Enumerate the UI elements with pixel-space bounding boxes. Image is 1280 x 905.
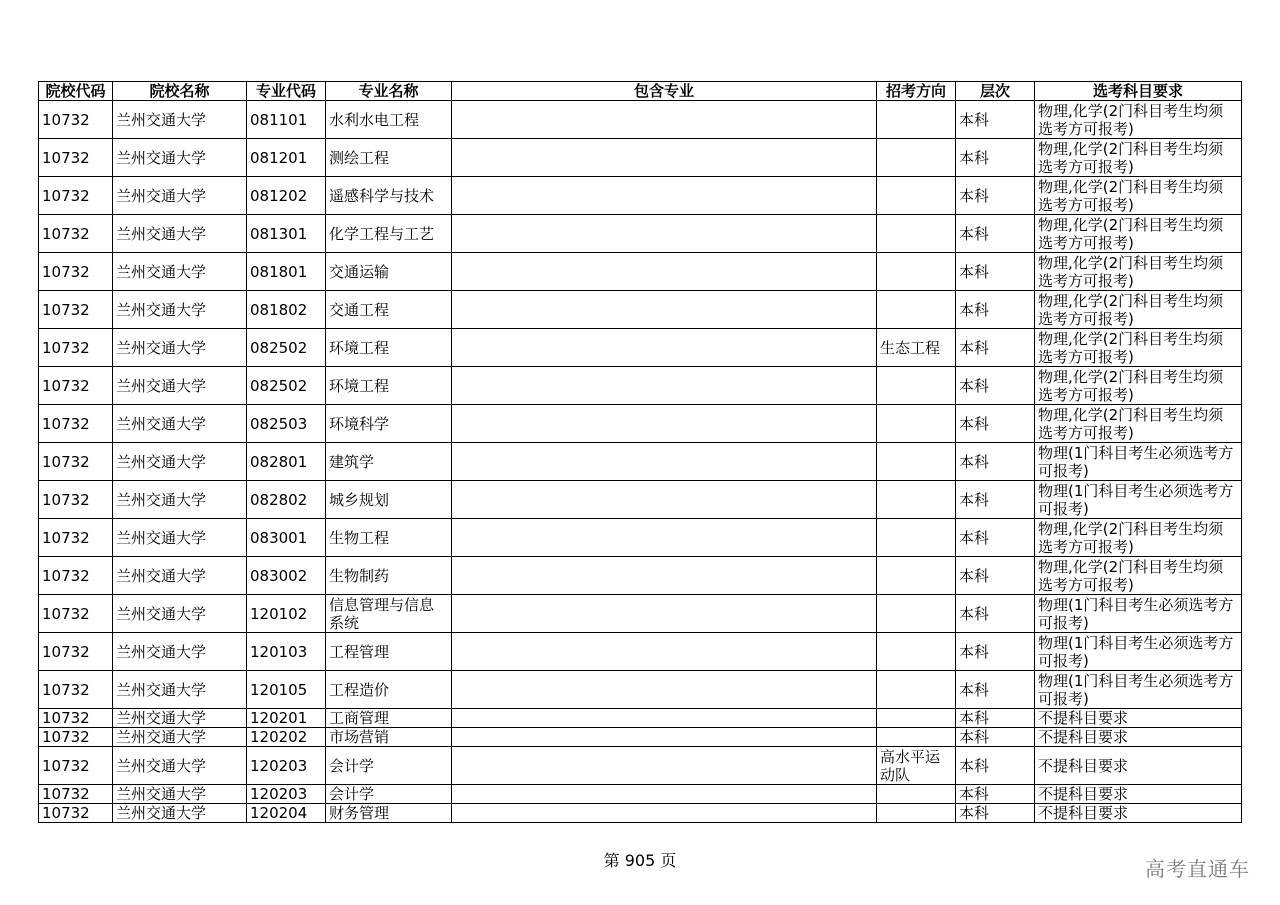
cell-subject-requirement: 物理,化学(2门科目考生均须选考方可报考) (1035, 367, 1242, 405)
table-body (39, 101, 1242, 823)
cell-major-name: 市场营销 (326, 728, 452, 747)
cell-school-name: 兰州交通大学 (113, 101, 247, 139)
cell-subject-requirement: 不提科目要求 (1035, 747, 1242, 785)
cell-direction (877, 595, 956, 633)
cell-direction: 生态工程 (877, 329, 956, 367)
cell-direction (877, 709, 956, 728)
cell-school-code: 10732 (39, 671, 113, 709)
cell-subject-requirement: 物理(1门科目考生必须选考方可报考) (1035, 633, 1242, 671)
cell-school-name: 兰州交通大学 (113, 443, 247, 481)
cell-level: 本科 (956, 747, 1035, 785)
page-number: 第 905 页 (603, 851, 677, 870)
cell-school-code: 10732 (39, 804, 113, 823)
table-row (39, 519, 1242, 557)
cell-school-code: 10732 (39, 405, 113, 443)
cell-major-code: 082503 (247, 405, 326, 443)
cell-included-majors (452, 671, 877, 709)
cell-school-name: 兰州交通大学 (113, 557, 247, 595)
cell-included-majors (452, 101, 877, 139)
cell-major-name: 测绘工程 (326, 139, 452, 177)
table-row (39, 728, 1242, 747)
cell-level: 本科 (956, 728, 1035, 747)
table-row (39, 557, 1242, 595)
cell-school-code: 10732 (39, 101, 113, 139)
cell-school-code: 10732 (39, 709, 113, 728)
cell-major-name: 环境工程 (326, 329, 452, 367)
cell-major-code: 120203 (247, 747, 326, 785)
cell-major-name: 交通工程 (326, 291, 452, 329)
cell-included-majors (452, 139, 877, 177)
cell-major-code: 081801 (247, 253, 326, 291)
cell-level: 本科 (956, 804, 1035, 823)
cell-major-code: 081301 (247, 215, 326, 253)
cell-major-name: 遥感科学与技术 (326, 177, 452, 215)
cell-included-majors (452, 709, 877, 728)
table-row (39, 329, 1242, 367)
cell-included-majors (452, 443, 877, 481)
cell-included-majors (452, 253, 877, 291)
cell-school-code: 10732 (39, 329, 113, 367)
cell-included-majors (452, 329, 877, 367)
cell-major-code: 120102 (247, 595, 326, 633)
cell-direction (877, 633, 956, 671)
cell-major-name: 工商管理 (326, 709, 452, 728)
cell-included-majors (452, 633, 877, 671)
header-level: 层次 (956, 82, 1035, 101)
table-row (39, 367, 1242, 405)
cell-school-name: 兰州交通大学 (113, 405, 247, 443)
cell-level: 本科 (956, 481, 1035, 519)
cell-level: 本科 (956, 595, 1035, 633)
cell-level: 本科 (956, 139, 1035, 177)
cell-level: 本科 (956, 367, 1035, 405)
cell-direction (877, 519, 956, 557)
cell-included-majors (452, 747, 877, 785)
header-major-name: 专业名称 (326, 82, 452, 101)
cell-major-name: 财务管理 (326, 804, 452, 823)
cell-subject-requirement: 物理(1门科目考生必须选考方可报考) (1035, 443, 1242, 481)
cell-subject-requirement: 物理,化学(2门科目考生均须选考方可报考) (1035, 253, 1242, 291)
cell-subject-requirement: 物理,化学(2门科目考生均须选考方可报考) (1035, 329, 1242, 367)
cell-school-code: 10732 (39, 215, 113, 253)
cell-school-name: 兰州交通大学 (113, 671, 247, 709)
cell-direction (877, 804, 956, 823)
cell-direction (877, 177, 956, 215)
cell-subject-requirement: 不提科目要求 (1035, 709, 1242, 728)
cell-direction (877, 728, 956, 747)
cell-direction (877, 253, 956, 291)
cell-direction (877, 785, 956, 804)
cell-included-majors (452, 367, 877, 405)
cell-level: 本科 (956, 177, 1035, 215)
cell-major-name: 环境科学 (326, 405, 452, 443)
cell-major-name: 信息管理与信息系统 (326, 595, 452, 633)
cell-included-majors (452, 595, 877, 633)
cell-school-name: 兰州交通大学 (113, 595, 247, 633)
table-row (39, 291, 1242, 329)
cell-major-code: 120202 (247, 728, 326, 747)
table-row (39, 253, 1242, 291)
cell-direction (877, 671, 956, 709)
cell-subject-requirement: 不提科目要求 (1035, 804, 1242, 823)
cell-direction (877, 101, 956, 139)
cell-major-code: 120201 (247, 709, 326, 728)
table-header-row (39, 82, 1242, 101)
table-row (39, 709, 1242, 728)
cell-included-majors (452, 405, 877, 443)
cell-level: 本科 (956, 519, 1035, 557)
cell-school-code: 10732 (39, 253, 113, 291)
cell-major-code: 081802 (247, 291, 326, 329)
cell-major-code: 120103 (247, 633, 326, 671)
cell-direction (877, 139, 956, 177)
table-row (39, 804, 1242, 823)
table-row (39, 785, 1242, 804)
cell-subject-requirement: 物理,化学(2门科目考生均须选考方可报考) (1035, 519, 1242, 557)
cell-major-name: 交通运输 (326, 253, 452, 291)
cell-school-name: 兰州交通大学 (113, 728, 247, 747)
cell-major-code: 081201 (247, 139, 326, 177)
cell-school-name: 兰州交通大学 (113, 253, 247, 291)
cell-subject-requirement: 物理,化学(2门科目考生均须选考方可报考) (1035, 405, 1242, 443)
cell-included-majors (452, 728, 877, 747)
cell-major-name: 会计学 (326, 747, 452, 785)
cell-major-code: 081101 (247, 101, 326, 139)
table-row (39, 177, 1242, 215)
cell-school-code: 10732 (39, 633, 113, 671)
cell-subject-requirement: 物理,化学(2门科目考生均须选考方可报考) (1035, 101, 1242, 139)
header-school-name: 院校名称 (113, 82, 247, 101)
table-row (39, 443, 1242, 481)
header-school-code: 院校代码 (39, 82, 113, 101)
table-row (39, 101, 1242, 139)
header-direction: 招考方向 (877, 82, 956, 101)
cell-level: 本科 (956, 671, 1035, 709)
table-row (39, 595, 1242, 633)
table-row (39, 215, 1242, 253)
cell-level: 本科 (956, 443, 1035, 481)
cell-direction (877, 405, 956, 443)
cell-level: 本科 (956, 215, 1035, 253)
cell-direction (877, 557, 956, 595)
cell-included-majors (452, 557, 877, 595)
cell-major-name: 生物工程 (326, 519, 452, 557)
cell-level: 本科 (956, 785, 1035, 804)
cell-school-code: 10732 (39, 728, 113, 747)
cell-school-code: 10732 (39, 481, 113, 519)
cell-major-code: 083001 (247, 519, 326, 557)
cell-major-name: 建筑学 (326, 443, 452, 481)
cell-major-code: 082502 (247, 329, 326, 367)
cell-subject-requirement: 物理,化学(2门科目考生均须选考方可报考) (1035, 291, 1242, 329)
cell-school-code: 10732 (39, 747, 113, 785)
cell-school-name: 兰州交通大学 (113, 367, 247, 405)
cell-direction (877, 481, 956, 519)
table-row (39, 481, 1242, 519)
cell-level: 本科 (956, 633, 1035, 671)
cell-level: 本科 (956, 405, 1035, 443)
cell-major-code: 120105 (247, 671, 326, 709)
cell-major-name: 生物制药 (326, 557, 452, 595)
table-row (39, 671, 1242, 709)
cell-major-code: 082802 (247, 481, 326, 519)
admission-requirements-table (38, 81, 1242, 823)
cell-subject-requirement: 不提科目要求 (1035, 728, 1242, 747)
cell-included-majors (452, 804, 877, 823)
cell-direction (877, 291, 956, 329)
watermark-text: 高考直通车 (1145, 857, 1250, 881)
cell-school-name: 兰州交通大学 (113, 785, 247, 804)
cell-level: 本科 (956, 291, 1035, 329)
cell-school-name: 兰州交通大学 (113, 633, 247, 671)
cell-included-majors (452, 291, 877, 329)
cell-school-code: 10732 (39, 595, 113, 633)
cell-subject-requirement: 物理,化学(2门科目考生均须选考方可报考) (1035, 557, 1242, 595)
cell-school-name: 兰州交通大学 (113, 481, 247, 519)
cell-school-code: 10732 (39, 519, 113, 557)
cell-subject-requirement: 物理(1门科目考生必须选考方可报考) (1035, 671, 1242, 709)
cell-included-majors (452, 785, 877, 804)
cell-major-code: 081202 (247, 177, 326, 215)
cell-subject-requirement: 不提科目要求 (1035, 785, 1242, 804)
cell-major-code: 120203 (247, 785, 326, 804)
cell-major-name: 水利水电工程 (326, 101, 452, 139)
cell-included-majors (452, 177, 877, 215)
cell-school-code: 10732 (39, 177, 113, 215)
table-row (39, 747, 1242, 785)
cell-school-name: 兰州交通大学 (113, 519, 247, 557)
cell-direction (877, 443, 956, 481)
cell-major-code: 120204 (247, 804, 326, 823)
cell-subject-requirement: 物理(1门科目考生必须选考方可报考) (1035, 481, 1242, 519)
cell-school-code: 10732 (39, 785, 113, 804)
cell-school-name: 兰州交通大学 (113, 804, 247, 823)
cell-major-code: 082502 (247, 367, 326, 405)
cell-school-code: 10732 (39, 443, 113, 481)
header-subject-requirement: 选考科目要求 (1035, 82, 1242, 101)
cell-major-name: 化学工程与工艺 (326, 215, 452, 253)
table-row (39, 139, 1242, 177)
cell-school-name: 兰州交通大学 (113, 177, 247, 215)
cell-school-code: 10732 (39, 367, 113, 405)
cell-school-code: 10732 (39, 557, 113, 595)
cell-direction: 高水平运动队 (877, 747, 956, 785)
cell-subject-requirement: 物理,化学(2门科目考生均须选考方可报考) (1035, 215, 1242, 253)
header-included-majors: 包含专业 (452, 82, 877, 101)
cell-major-name: 城乡规划 (326, 481, 452, 519)
cell-school-name: 兰州交通大学 (113, 139, 247, 177)
table-row (39, 405, 1242, 443)
header-major-code: 专业代码 (247, 82, 326, 101)
cell-school-name: 兰州交通大学 (113, 747, 247, 785)
cell-level: 本科 (956, 329, 1035, 367)
cell-major-name: 工程造价 (326, 671, 452, 709)
cell-school-name: 兰州交通大学 (113, 291, 247, 329)
cell-major-code: 082801 (247, 443, 326, 481)
cell-level: 本科 (956, 253, 1035, 291)
cell-direction (877, 367, 956, 405)
cell-level: 本科 (956, 557, 1035, 595)
cell-school-code: 10732 (39, 139, 113, 177)
cell-school-code: 10732 (39, 291, 113, 329)
cell-school-name: 兰州交通大学 (113, 709, 247, 728)
cell-subject-requirement: 物理(1门科目考生必须选考方可报考) (1035, 595, 1242, 633)
cell-major-code: 083002 (247, 557, 326, 595)
cell-subject-requirement: 物理,化学(2门科目考生均须选考方可报考) (1035, 139, 1242, 177)
cell-school-name: 兰州交通大学 (113, 329, 247, 367)
cell-level: 本科 (956, 101, 1035, 139)
cell-school-name: 兰州交通大学 (113, 215, 247, 253)
cell-subject-requirement: 物理,化学(2门科目考生均须选考方可报考) (1035, 177, 1242, 215)
cell-direction (877, 215, 956, 253)
cell-major-name: 环境工程 (326, 367, 452, 405)
cell-included-majors (452, 519, 877, 557)
cell-included-majors (452, 481, 877, 519)
table-row (39, 633, 1242, 671)
cell-major-name: 会计学 (326, 785, 452, 804)
cell-major-name: 工程管理 (326, 633, 452, 671)
cell-included-majors (452, 215, 877, 253)
cell-level: 本科 (956, 709, 1035, 728)
